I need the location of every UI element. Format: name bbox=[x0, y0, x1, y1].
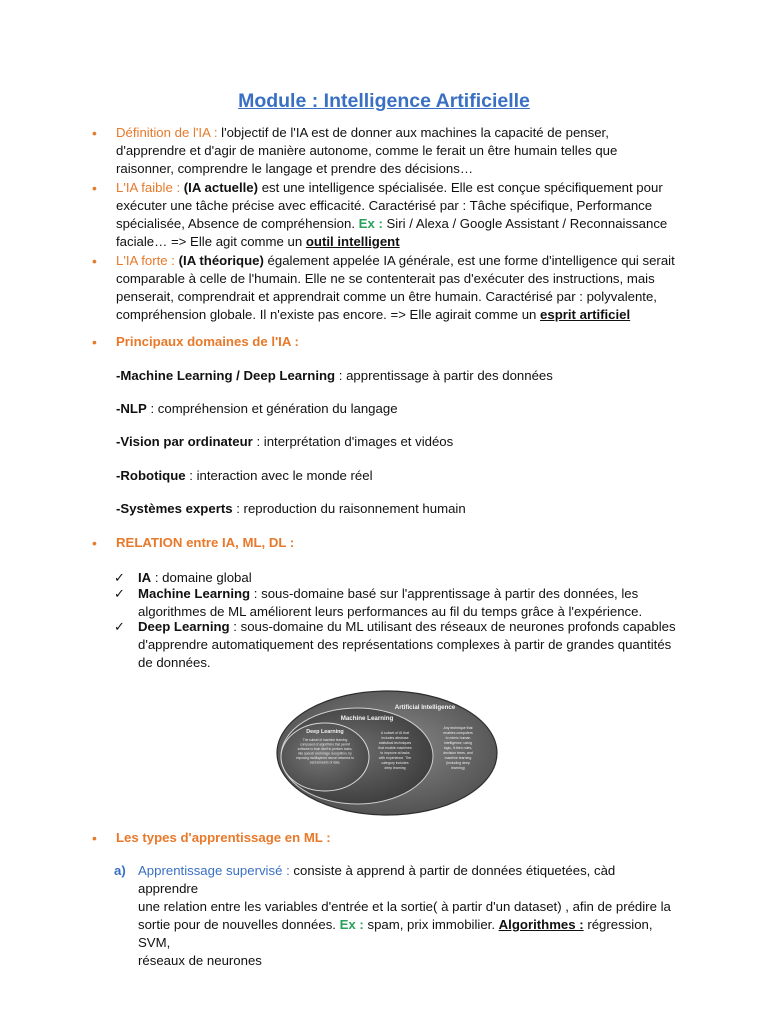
ml-description bbox=[378, 731, 412, 770]
relation-ml-item: ✓ Machine Learning : sous-domaine basé sur l'apprentissage à partir des données, les algorithmes de ML améliorent leurs performances au fil du temps grâce à l'expérience. bbox=[114, 586, 643, 619]
svg-text:vast amounts of data.: vast amounts of data. bbox=[309, 760, 341, 765]
svg-text:A subset of AI that: A subset of AI that bbox=[380, 731, 410, 735]
bullet-icon: • bbox=[92, 334, 97, 350]
dl-title: Deep Learning bbox=[306, 729, 344, 735]
algorithmes-label: Algorithmes : bbox=[498, 917, 584, 932]
definition-text: d'apprendre et d'agir de manière autonome, comme le ferait un être humain telles que bbox=[116, 143, 618, 158]
svg-text:intelligence, using: intelligence, using bbox=[444, 741, 472, 745]
svg-text:deep learning: deep learning bbox=[384, 766, 406, 770]
example-label: Ex : bbox=[358, 216, 383, 231]
outil-intelligent: outil intelligent bbox=[305, 234, 400, 249]
ia-forte-bold: (IA théorique) bbox=[178, 253, 264, 268]
svg-text:learning): learning) bbox=[451, 766, 465, 770]
svg-text:enables computers: enables computers bbox=[443, 731, 473, 735]
domain-item: -Machine Learning / Deep Learning : apprentissage à partir des données bbox=[116, 368, 553, 383]
definition-label: Définition de l'IA : bbox=[116, 125, 218, 140]
domain-item: -NLP : compréhension et génération du langage bbox=[116, 401, 398, 416]
svg-text:includes abstruse: includes abstruse bbox=[381, 736, 409, 740]
ia-forte-text: penserait, comprendrait et apprendrait comme un être humain. Caractérisé par : polyvalente, bbox=[116, 289, 657, 304]
ia-faible-text: spécialisée, Absence de compréhension. bbox=[116, 216, 359, 231]
example-label: Ex : bbox=[339, 917, 364, 932]
ia-faible-text: exécuter une tâche précise avec efficacité. Caractérisé par : Tâche spécifique, Performance bbox=[116, 198, 653, 213]
supervised-learning-item: a) Apprentissage supervisé : consiste à apprend à partir de données étiquetées, càd apprendre une relation entre les variables d'entrée et la sortie( à partir d'un dataset) , afin de prédire la sortie pour de nouvelles données. Ex : spam, prix immobilier. Algorithmes : régression, SVM, réseaux de neurones bbox=[114, 863, 671, 968]
svg-text:with experience. The: with experience. The bbox=[378, 756, 412, 760]
relation-heading bbox=[92, 534, 676, 552]
relation-heading-text: RELATION entre IA, ML, DL : bbox=[116, 535, 295, 550]
definition-block bbox=[92, 124, 676, 178]
svg-text:exposing multilayered neural n: exposing multilayered neural networks to bbox=[296, 756, 354, 760]
ia-faible-text: Siri / Alexa / Google Assistant / Reconnaissance bbox=[382, 216, 668, 231]
svg-text:logic, if-then rules,: logic, if-then rules, bbox=[443, 746, 473, 750]
domain-item: -Vision par ordinateur : interprétation d'images et vidéos bbox=[116, 434, 454, 449]
svg-text:Any technique that: Any technique that bbox=[443, 726, 473, 730]
definition-text: raisonner, comprendre le langage et prendre des décisions… bbox=[116, 161, 474, 176]
ai-title: Artificial Intelligence bbox=[394, 704, 456, 711]
checkmark-icon: ✓ bbox=[114, 570, 125, 585]
bullet-icon: • bbox=[92, 830, 97, 846]
checkmark-icon: ✓ bbox=[114, 586, 125, 601]
ia-faible-label: L'IA faible : bbox=[116, 180, 181, 195]
definition-text: l'objectif de l'IA est de donner aux machines la capacité de penser, bbox=[217, 125, 609, 140]
relation-dl-item: ✓ Deep Learning : sous-domaine du ML utilisant des réseaux de neurones profonds capables d'apprendre automatiquement des représentations complexes à partir de grandes quantités de données. bbox=[114, 619, 676, 670]
bullet-icon: • bbox=[92, 180, 97, 196]
ia-faible-block bbox=[92, 179, 676, 251]
ia-forte-text: également appelée IA générale, est une forme d'intelligence qui serait bbox=[263, 253, 675, 268]
page-title: Module : Intelligence Artificielle bbox=[238, 90, 530, 112]
checkmark-icon: ✓ bbox=[114, 619, 125, 634]
ml-title: Machine Learning bbox=[340, 715, 394, 722]
ia-forte-block bbox=[92, 252, 676, 324]
ia-forte-text: compréhension globale. Il n'existe pas encore. => Elle agirait comme un bbox=[116, 307, 541, 322]
supervised-title: Apprentissage supervisé : bbox=[138, 863, 290, 878]
ia-faible-bold: (IA actuelle) bbox=[183, 180, 259, 195]
item-marker: a) bbox=[114, 863, 126, 878]
svg-text:to improve at tasks: to improve at tasks bbox=[380, 751, 410, 755]
svg-text:statistical techniques: statistical techniques bbox=[378, 741, 412, 745]
domain-item: -Systèmes experts : reproduction du raisonnement humain bbox=[116, 501, 466, 516]
domain-item: -Robotique : interaction avec le monde réel bbox=[116, 468, 373, 483]
svg-text:that enable machines: that enable machines bbox=[378, 746, 412, 750]
svg-text:decision trees, and: decision trees, and bbox=[443, 751, 473, 755]
svg-text:The subset of machine learning: The subset of machine learning bbox=[302, 738, 348, 742]
svg-text:like speech and image recognit: like speech and image recognition, by bbox=[298, 751, 352, 756]
esprit-artificiel: esprit artificiel bbox=[540, 307, 631, 322]
bullet-icon: • bbox=[92, 253, 97, 269]
ai-description bbox=[443, 726, 473, 770]
bullet-icon: • bbox=[92, 125, 97, 141]
ia-faible-text: est une intelligence spécialisée. Elle est conçue spécifiquement pour bbox=[258, 180, 663, 195]
ia-faible-text: faciale… => Elle agit comme un bbox=[116, 234, 306, 249]
svg-text:machine learning: machine learning bbox=[444, 756, 472, 760]
svg-text:to mimic human: to mimic human bbox=[445, 736, 471, 740]
domaines-heading bbox=[92, 333, 676, 351]
types-heading bbox=[92, 829, 676, 847]
ia-forte-text: comparable à celle de l'humain. Elle ne se contenterait pas d'exécuter des instructions, mais bbox=[116, 271, 655, 286]
svg-text:(including deep: (including deep bbox=[446, 761, 470, 765]
types-heading-text: Les types d'apprentissage en ML : bbox=[116, 830, 331, 845]
relation-ia-item: ✓ IA : domaine global bbox=[114, 570, 252, 585]
svg-text:composed of algorithms that pe: composed of algorithms that permit bbox=[300, 742, 350, 747]
domaines-heading-text: Principaux domaines de l'IA : bbox=[116, 334, 299, 349]
svg-text:category includes: category includes bbox=[381, 761, 409, 765]
svg-text:software to train itself to pe: software to train itself to perform tasks, bbox=[297, 747, 353, 751]
ia-forte-label: L'IA forte : bbox=[116, 253, 175, 268]
ai-ml-dl-venn-diagram bbox=[275, 689, 500, 817]
bullet-icon: • bbox=[92, 535, 97, 551]
